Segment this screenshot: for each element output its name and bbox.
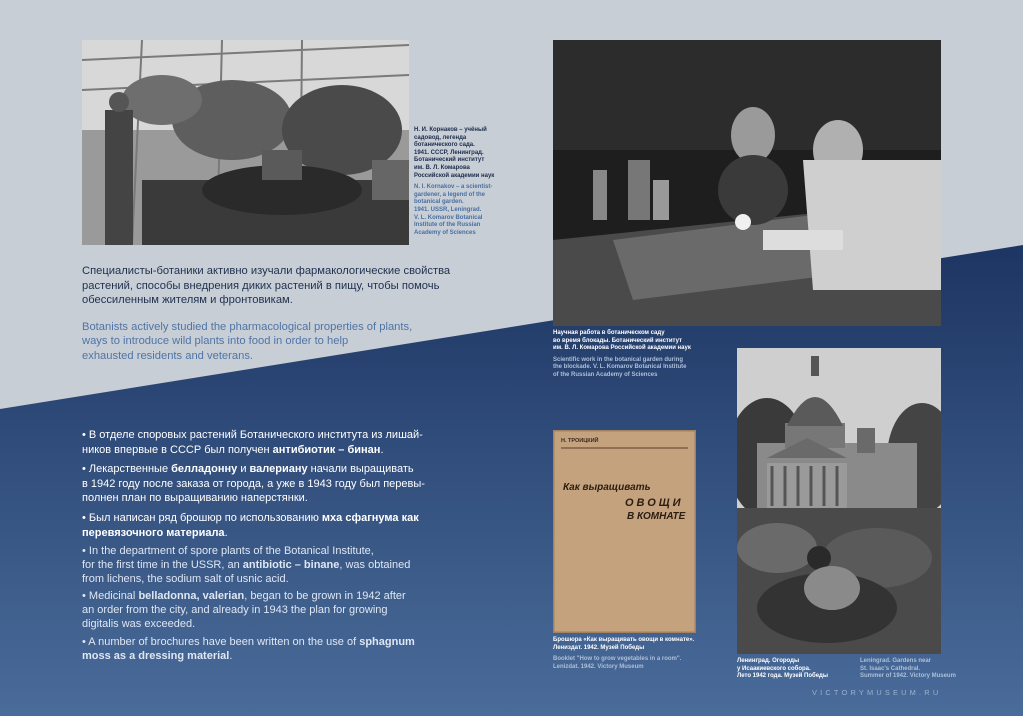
intro-en: Botanists actively studied the pharmacological properties of plants, ways to introduce wild plants into food in order to help exhausted residents and veterans.	[82, 320, 413, 362]
caption-en: Scientific work in the botanical garden during the blockade. V. L. Komarov Botanical Institute of the Russian Academy of Sciences	[553, 356, 687, 378]
fact-en-belladonna: • Medicinal belladonna, valerian, began to be grown in 1942 after an order from the city, and already in 1943 the plan for growing digitalis was exceeded.	[82, 590, 406, 630]
photo-st-isaacs-gardens	[737, 348, 941, 654]
facts-ru	[82, 428, 442, 545]
photo-greenhouse	[82, 40, 409, 245]
photo-lab-work	[553, 40, 941, 326]
fact-ru-belladonna: • Лекарственные белладонну и валериану начали выращивать в 1942 году после заказа от города, а уже в 1943 году был перевы- полнен план по выращиванию наперстянки.	[82, 463, 425, 505]
photo-lab-work-caption	[553, 330, 691, 380]
fact-ru-sphagnum: • Был написан ряд брошюр по использованию мха сфагнума как перевязочного материала.	[82, 511, 419, 539]
photo-st-isaacs-caption-en: Leningrad. Gardens near St. Isaac's Cathedral. Summer of 1942. Victory Museum	[860, 658, 956, 680]
photo-st-isaacs-caption-ru: Ленинград. Огороды у Исаакиевского собора. Лето 1942 года. Музей Победы	[737, 658, 828, 680]
booklet-author: Н. ТРОИЦКИЙ	[561, 438, 599, 444]
fact-en-antibiotic: • In the department of spore plants of the Botanical Institute, for the first time in the USSR, an antibiotic – binane, was obtained from lichens, the sodium salt of usnic acid.	[82, 545, 411, 585]
intro-ru: Специалисты-ботаники активно изучали фармакологические свойства растений, способы внедрения диких растений в пищу, чтобы помочь обессиленным жителям и фронтовикам.	[82, 265, 451, 307]
caption-en: N. I. Kornakov – a scientist- gardener, a legend of the botanical garden. 1941. USSR, Leningrad. V. L. Komarov Botanical Institute of the Russian Academy of Sciences	[414, 184, 493, 236]
fact-ru-antibiotic: • В отделе споровых растений Ботанического института из лишай- ников впервые в СССР был получен антибиотик – бинан.	[82, 429, 423, 456]
photo-greenhouse-caption	[414, 127, 494, 237]
caption-ru: Научная работа в ботаническом саду во время блокады. Ботанический институт им. В. Л. Комарова Российской академии наук	[553, 330, 691, 352]
fact-en-sphagnum: • A number of brochures have been written on the use of sphagnum moss as a dressing material.	[82, 635, 415, 662]
intro-text	[82, 264, 462, 364]
caption-ru: Н. И. Корнаков – учёный садовод, легенда ботанического сада. 1941. СССР, Ленинград. Ботанический институт им. В. Л. Комарова Российской академии наук	[414, 127, 495, 179]
facts-en	[82, 545, 442, 667]
booklet-title: Как выращивать ОВОЩИ В КОМНАТЕ	[563, 482, 686, 522]
photo-booklet-caption	[553, 637, 694, 671]
caption-ru: Брошюра «Как выращивать овощи в комнате». Лениздат. 1942. Музей Победы	[553, 637, 695, 651]
photo-booklet	[553, 430, 696, 633]
caption-en: Booklet "How to grow vegetables in a room". Lenizdat. 1942. Victory Museum	[553, 656, 682, 670]
site-url: VICTORYMUSEUM.RU	[812, 688, 942, 697]
